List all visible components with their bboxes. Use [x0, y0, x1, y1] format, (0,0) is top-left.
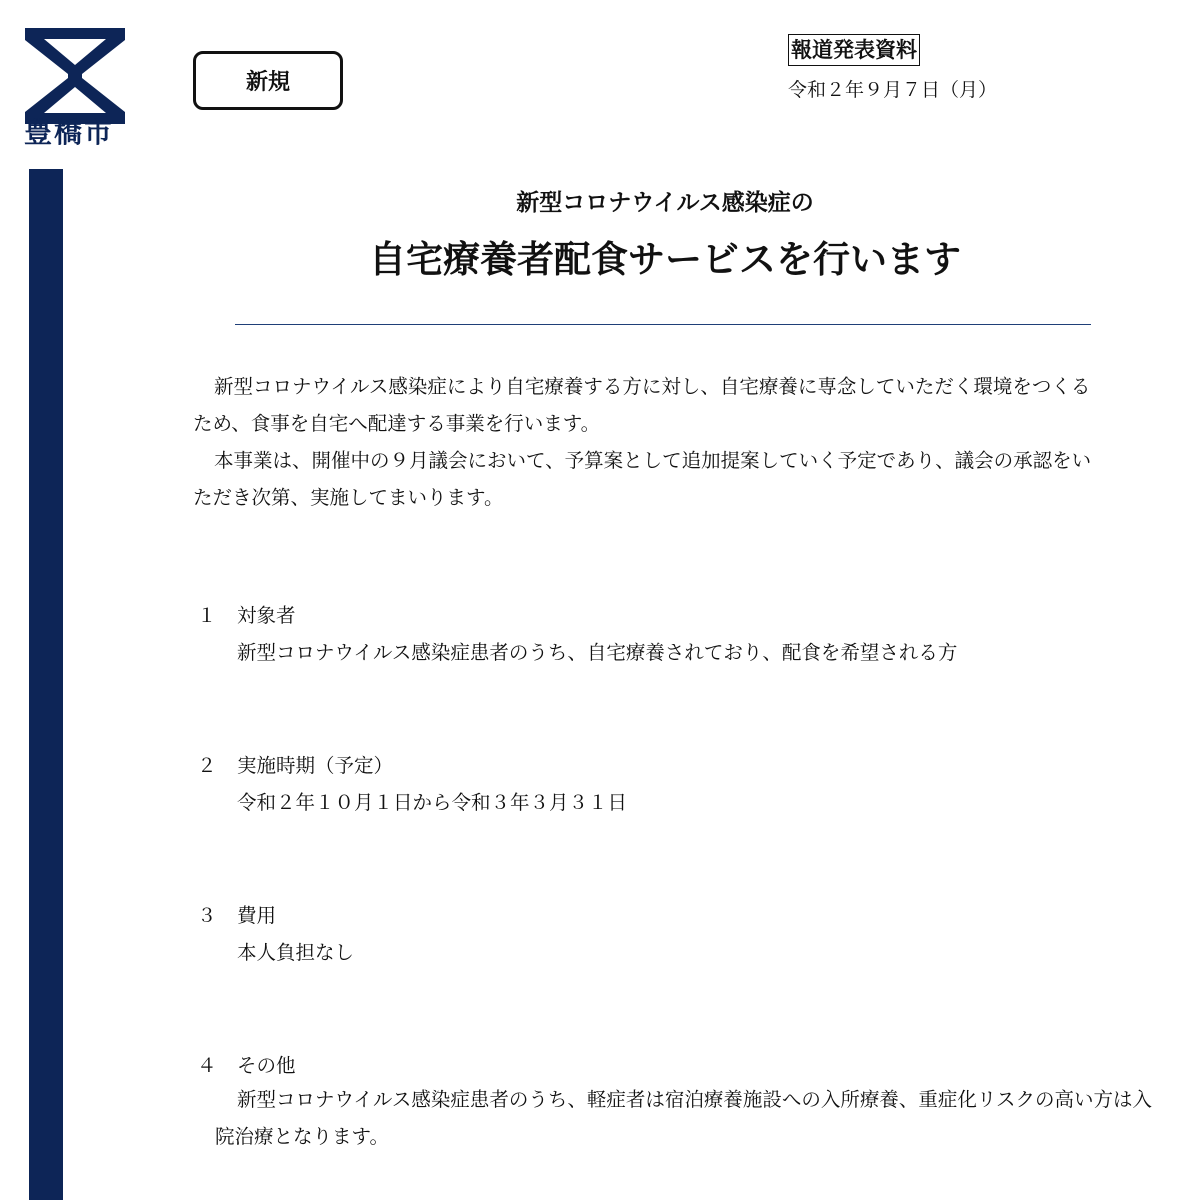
section-title: 実施時期（予定）: [237, 754, 394, 777]
new-badge: 新規: [193, 51, 343, 110]
section-number: ３: [197, 904, 217, 927]
title-divider: [235, 324, 1091, 325]
section-1-body: 新型コロナウイルス感染症患者のうち、自宅療養されており、配食を希望される方: [237, 641, 958, 664]
press-release-label: 報道発表資料: [788, 34, 920, 66]
section-4-body: 新型コロナウイルス感染症患者のうち、軽症者は宿泊療養施設への入所療養、重症化リスクの高い方は入院治療となります。: [215, 1088, 1152, 1148]
section-3-body: 本人負担なし: [237, 941, 355, 964]
section-title: その他: [237, 1054, 296, 1077]
section-3-heading: [197, 900, 276, 928]
release-date: 令和２年９月７日（月）: [788, 79, 998, 101]
document-title: 自宅療養者配食サービスを行います: [369, 238, 961, 281]
section-1-heading: [197, 600, 296, 628]
intro-paragraph-2: 本事業は、開催中の９月議会において、予算案として追加提案していく予定であり、議会の承認をいただき次第、実施してまいります。: [193, 449, 1092, 509]
document-subtitle: 新型コロナウイルス感染症の: [516, 190, 814, 216]
sidebar-accent-bar: [29, 169, 63, 1200]
section-2-body: 令和２年１０月１日から令和３年３月３１日: [237, 791, 628, 814]
section-number: ４: [197, 1054, 217, 1077]
section-number: ２: [197, 754, 217, 777]
city-name: 豊橋市: [24, 116, 115, 149]
section-title: 対象者: [237, 604, 296, 627]
section-4-heading: [197, 1050, 296, 1078]
section-number: １: [197, 604, 217, 627]
intro-paragraph-1: 新型コロナウイルス感染症により自宅療養する方に対し、自宅療養に専念していただく環境をつくるため、食事を自宅へ配達する事業を行います。: [193, 375, 1091, 435]
section-2-heading: [197, 750, 393, 778]
section-title: 費用: [237, 904, 277, 927]
